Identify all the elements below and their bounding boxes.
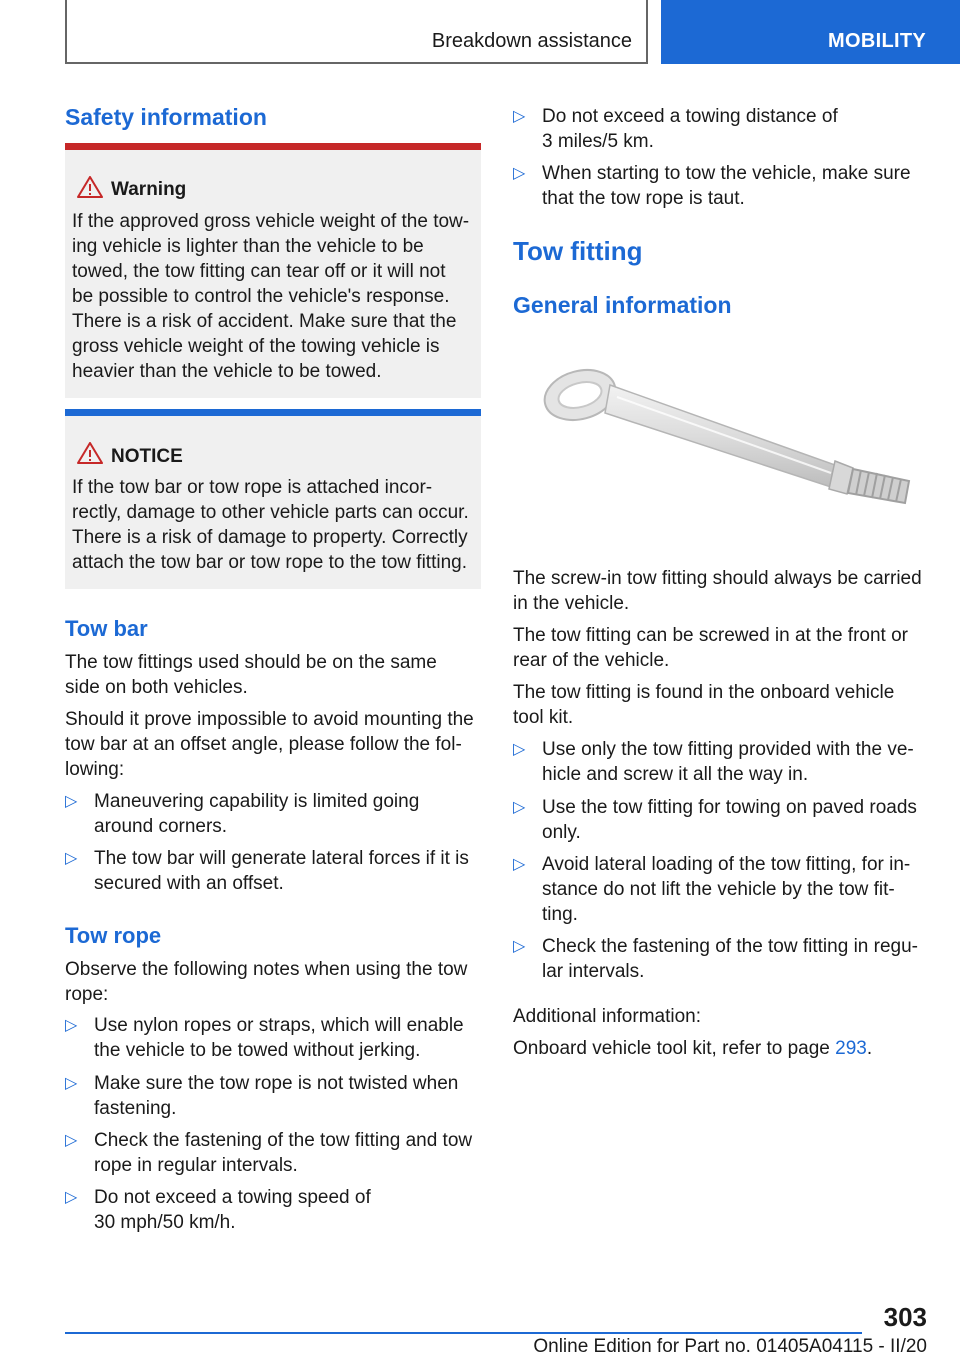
text-line: Observe the following notes when using the tow: [65, 959, 468, 980]
bullet-triangle-icon: ▷: [513, 741, 526, 758]
tow-rope-heading: Tow rope: [65, 923, 162, 948]
notice-body: [72, 475, 477, 575]
text-line: The tow fitting is found in the onboard vehicle: [513, 682, 895, 703]
text-line: The tow fittings used should be on the same: [65, 652, 437, 673]
footer-divider: [65, 1332, 862, 1334]
header-chapter-tab: [661, 0, 960, 64]
warning-body: [72, 209, 477, 384]
bullet-triangle-icon: ▷: [65, 1075, 78, 1092]
tow-bar-paragraph-2: [65, 707, 481, 782]
reference-suffix: .: [866, 1038, 873, 1059]
tow-fitting-paragraph-1: [513, 566, 928, 616]
warning-line: If the approved gross vehicle weight of the tow‐: [72, 211, 470, 232]
warning-line: towed, the tow fitting can tear off or it will not: [72, 261, 446, 282]
notice-triangle-icon: [77, 442, 103, 464]
text-line: rear of the vehicle.: [513, 650, 670, 671]
reference-text: Onboard vehicle tool kit, refer to page: [513, 1038, 836, 1059]
tow-bar-paragraph-1: [65, 650, 481, 700]
bullet-triangle-icon: ▷: [65, 1132, 78, 1149]
warning-line: There is a risk of accident. Make sure that the: [72, 311, 457, 332]
text-line: lowing:: [65, 759, 125, 780]
text-line: rope:: [65, 984, 109, 1005]
notice-box: [65, 409, 481, 589]
tow-fitting-paragraph-3: [513, 680, 928, 730]
text-line: The screw-in tow fitting should always be carried: [513, 568, 922, 589]
tow-bar-heading: Tow bar: [65, 616, 148, 641]
bullet-triangle-icon: ▷: [65, 1017, 78, 1034]
page-link[interactable]: 293: [835, 1038, 867, 1059]
tow-fitting-paragraph-2: [513, 623, 928, 673]
warning-line: ing vehicle is lighter than the vehicle to be: [72, 236, 424, 257]
bullet-triangle-icon: ▷: [513, 165, 526, 182]
text-line: side on both vehicles.: [65, 677, 248, 698]
text-line: Should it prove impossible to avoid mounting the: [65, 709, 474, 730]
bullet-triangle-icon: ▷: [513, 108, 526, 125]
notice-line: There is a risk of damage to property. Correctly: [72, 527, 468, 548]
notice-title: NOTICE: [111, 446, 183, 467]
bullet-triangle-icon: ▷: [65, 793, 78, 810]
warning-line: be possible to control the vehicle's response.: [72, 286, 450, 307]
notice-line: rectly, damage to other vehicle parts can occur.: [72, 502, 469, 523]
warning-triangle-icon: [77, 176, 103, 198]
tow-fitting-heading: Tow fitting: [513, 236, 643, 266]
text-line: tool kit.: [513, 707, 574, 728]
warning-line: gross vehicle weight of the towing vehicle is: [72, 336, 440, 357]
warning-box: [65, 143, 481, 398]
notice-line: If the tow bar or tow rope is attached incor‐: [72, 477, 433, 498]
notice-line: attach the tow bar or tow rope to the tow fitting.: [72, 552, 467, 573]
bullet-triangle-icon: ▷: [65, 1189, 78, 1206]
additional-information-label: Additional information:: [513, 1006, 701, 1027]
header-chapter-label: MOBILITY: [828, 30, 926, 52]
header-section-title: Breakdown assistance: [431, 30, 632, 52]
tow-fitting-illustration: [535, 355, 915, 530]
text-line: in the vehicle.: [513, 593, 630, 614]
tool-kit-reference: [513, 1036, 928, 1061]
safety-information-heading: Safety information: [65, 104, 267, 130]
tow-rope-paragraph: [65, 957, 481, 1007]
bullet-triangle-icon: ▷: [65, 850, 78, 867]
bullet-triangle-icon: ▷: [513, 938, 526, 955]
footer-edition: Online Edition for Part no. 01405A04115 - II/20: [533, 1336, 927, 1357]
warning-title: Warning: [111, 179, 187, 200]
header-section-box: [65, 0, 648, 64]
general-information-heading: General information: [513, 292, 732, 318]
page-number: 303: [883, 1302, 927, 1332]
bullet-triangle-icon: ▷: [513, 856, 526, 873]
bullet-triangle-icon: ▷: [513, 799, 526, 816]
text-line: tow bar at an offset angle, please follow the fol‐: [65, 734, 462, 755]
warning-line: heavier than the vehicle to be towed.: [72, 361, 382, 382]
text-line: The tow fitting can be screwed in at the front or: [513, 625, 908, 646]
